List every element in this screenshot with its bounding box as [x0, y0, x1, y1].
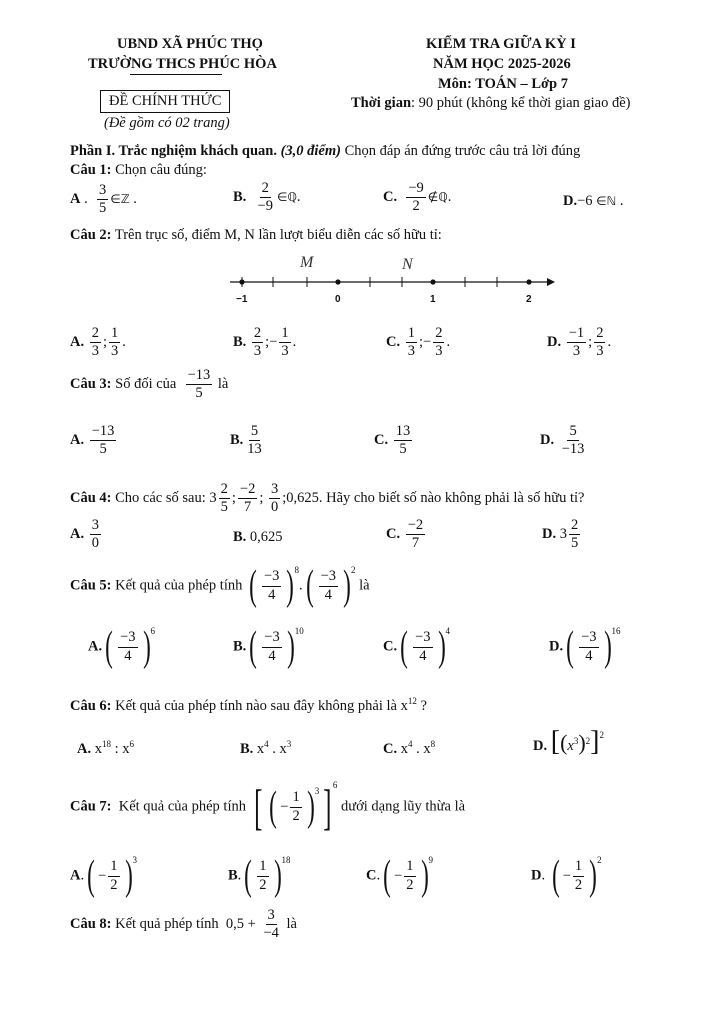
tick-label: −1	[236, 294, 248, 305]
q1-option-a: A . $\frac{3}{5}$ ∈ℤ .	[70, 182, 137, 217]
section-title: Phần I. Trắc nghiệm khách quan. (3,0 điểm) Chọn đáp án đứng trước câu trả lời đúng	[70, 143, 581, 159]
question-1: Câu 1: Chọn câu đúng:	[70, 162, 207, 178]
q4-option-a: A. $\frac{3}{0}$	[70, 517, 99, 552]
tick-label: 1	[430, 294, 436, 305]
question-6: Câu 6: Kết quả của phép tính nào sau đây không phải là $x^{12}$ ?	[70, 696, 427, 714]
q5-option-a: A. ( $\frac{-3}{4}$ ) 6	[88, 624, 156, 670]
q7-option-b: B. ( $\frac{1}{2}$ ) 18	[228, 853, 291, 899]
q2-option-c: C. $\frac{1}{3}$ ;− $\frac{2}{3}$ .	[386, 325, 451, 360]
q6-option-c: C. $x^4$ . $x^8$	[383, 739, 436, 757]
q3-option-c: C. $\frac{13}{5}$	[374, 423, 411, 458]
subject: Môn: TOÁN – Lớp 7	[438, 76, 568, 92]
q5-option-b: B. ( $\frac{-3}{4}$ ) 10	[233, 624, 304, 670]
q4-option-d: D. 3 $\frac{2}{5}$	[542, 517, 579, 552]
q4-option-b: B. 0,625	[233, 529, 283, 545]
q3-option-a: A. $\frac{-13}{5}$	[70, 423, 115, 458]
question-3: Câu 3: Số đối của $\frac{-13}{5}$ là	[70, 367, 229, 402]
q1-option-b: B. $\frac{2}{-9}$ ∈ℚ.	[233, 180, 301, 215]
q7-option-c: C. ( − $\frac{1}{2}$ ) 9	[366, 853, 434, 899]
q6-option-a: A. $x^{18}$ : $x^6$	[77, 739, 135, 757]
official-badge: ĐỀ CHÍNH THỨC	[100, 90, 230, 113]
number-line	[225, 250, 555, 308]
q1-option-c: C. $\frac{-9}{2}$ ∉ℚ.	[383, 180, 452, 215]
exam-time: Thời gian: 90 phút (không kể thời gian giao đề)	[351, 95, 631, 111]
point-n: N	[402, 256, 413, 273]
school-authority: UBND XÃ PHÚC THỌ	[117, 36, 263, 52]
exam-title: KIỂM TRA GIỮA KỲ I	[426, 36, 576, 52]
question-7: Câu 7: Kết quả của phép tính [ ( − $\frac{1}{2}$ ) 3 ] 6 dưới dạng lũy thừa là	[70, 779, 466, 835]
q5-option-d: D. ( $\frac{-3}{4}$ ) 16	[549, 624, 621, 670]
tick-label: 2	[526, 294, 532, 305]
point-m: M	[300, 254, 314, 271]
q1-option-d: D.−6 ∈ℕ .	[563, 193, 624, 209]
q7-option-a: A. ( − $\frac{1}{2}$ ) 3	[70, 853, 138, 899]
school-name: TRƯỜNG THCS PHÚC HÒA	[88, 56, 277, 72]
q3-option-d: D. $\frac{5}{-13}$	[540, 423, 585, 458]
pages-note: (Đề gồm có 02 trang)	[104, 115, 230, 131]
q6-option-d: D. $[(x^3)^2]^2$	[533, 726, 604, 757]
q5-option-c: C. ( $\frac{-3}{4}$ ) 4	[383, 624, 451, 670]
q4-option-c: C. $\frac{-2}{7}$	[386, 517, 424, 552]
q7-option-d: D. ( − $\frac{1}{2}$ ) 2	[531, 853, 602, 899]
question-4: Câu 4: Cho các số sau: 3 $\frac{2}{5}$ ; $\frac{-2}{7}$ ; $\frac{3}{0}$ ;0,625. Hãy cho biết số nào không phải là số hữu tỉ?	[70, 481, 585, 516]
q3-option-b: B. $\frac{5}{13}$	[230, 423, 262, 458]
header-underline	[130, 74, 222, 75]
q2-option-d: D. $\frac{-1}{3}$ ; $\frac{2}{3}$ .	[547, 325, 612, 360]
question-8: Câu 8: Kết quả phép tính 0,5 + $\frac{3}{-4}$ là	[70, 907, 297, 942]
q6-option-b: B. $x^4$ . $x^3$	[240, 739, 292, 757]
q2-option-a: A. $\frac{2}{3}$ ; $\frac{1}{3}$ .	[70, 325, 126, 360]
school-year: NĂM HỌC 2025-2026	[433, 56, 571, 72]
tick-label: 0	[335, 294, 341, 305]
question-2: Câu 2: Trên trục số, điểm M, N lần lượt biểu diễn các số hữu tỉ:	[70, 227, 442, 243]
q2-option-b: B. $\frac{2}{3}$ ;− $\frac{1}{3}$ .	[233, 325, 297, 360]
question-5: Câu 5: Kết quả của phép tính ( $\frac{-3}{4}$ ) 8 . ( $\frac{-3}{4}$ ) 2 là	[70, 563, 370, 609]
